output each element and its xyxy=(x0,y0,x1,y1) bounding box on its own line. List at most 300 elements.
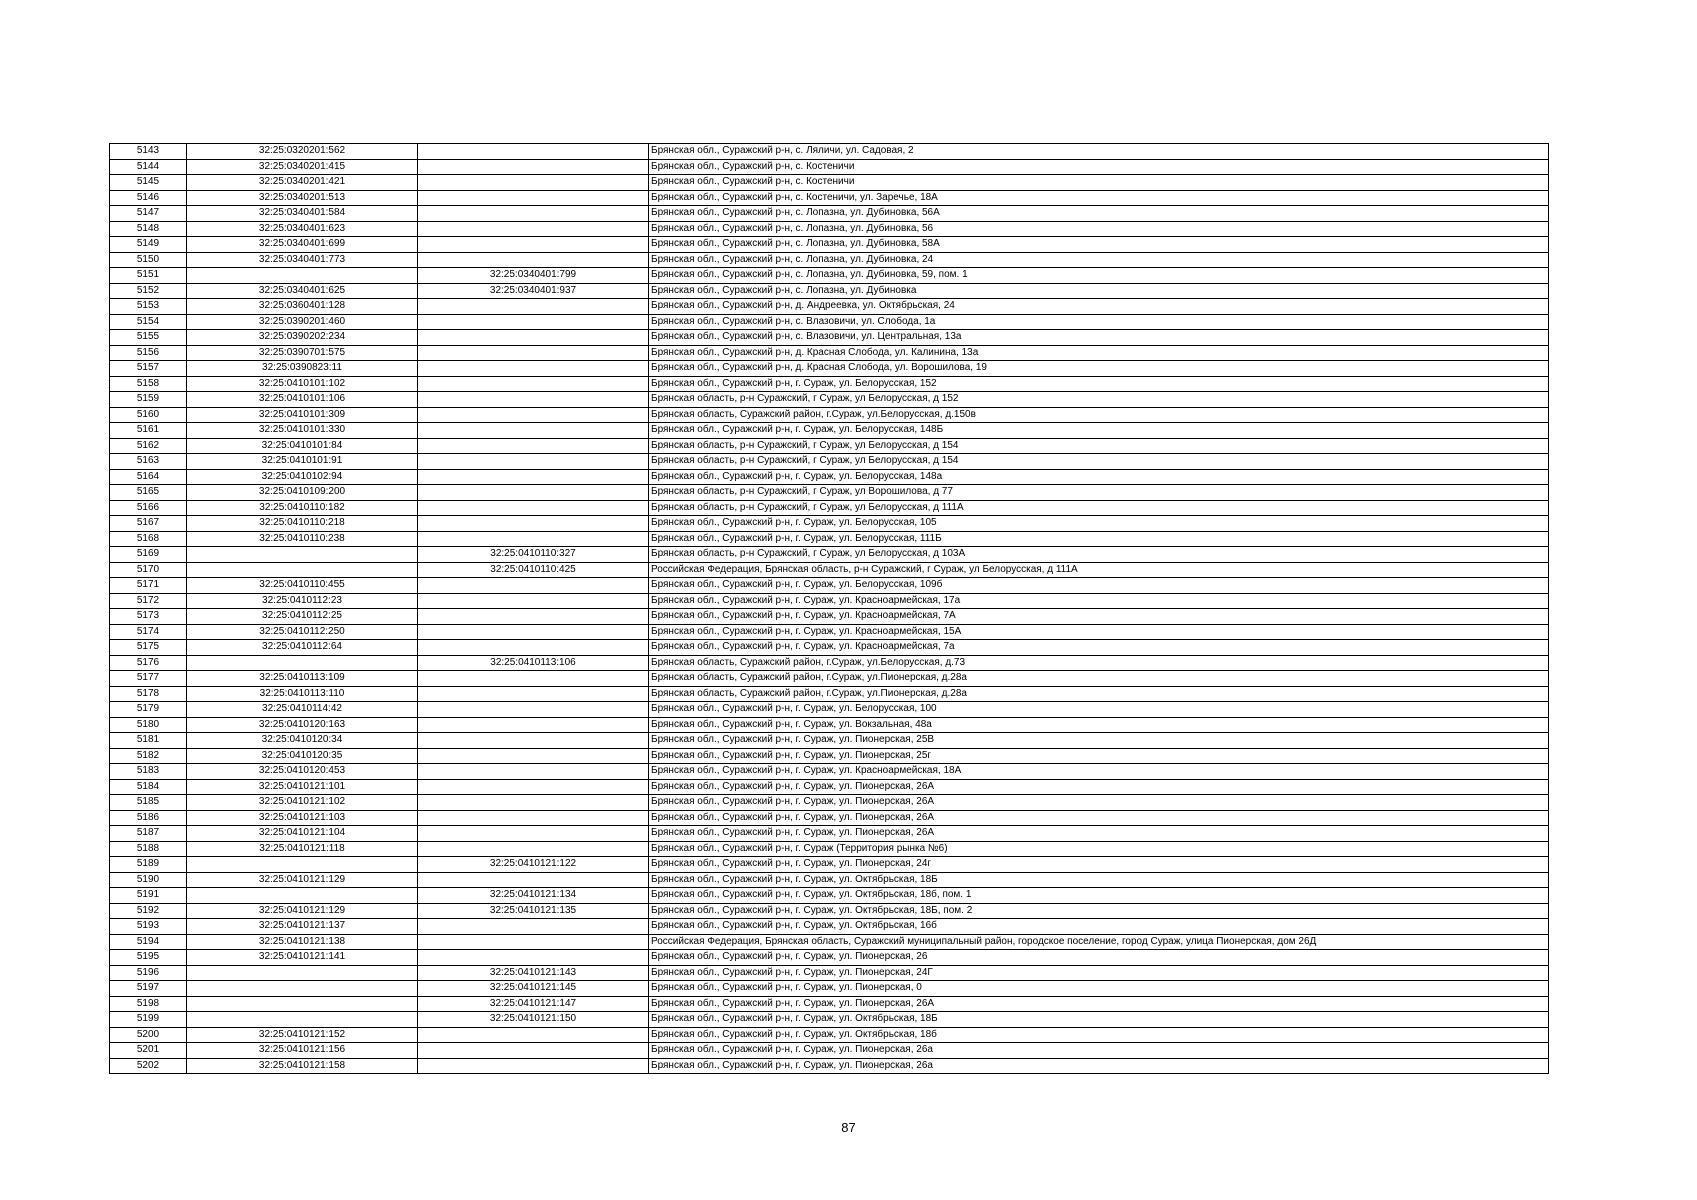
table-row xyxy=(110,733,1549,749)
cadastral-number-cell: 32:25:0410121:152 xyxy=(187,1027,418,1043)
row-number-cell: 5182 xyxy=(110,748,187,764)
row-number-cell: 5167 xyxy=(110,516,187,532)
related-cadastral-number-cell xyxy=(418,702,649,718)
table-row xyxy=(110,438,1549,454)
cadastral-number-cell: 32:25:0410121:118 xyxy=(187,841,418,857)
row-number-cell: 5157 xyxy=(110,361,187,377)
table-row xyxy=(110,392,1549,408)
related-cadastral-number-cell xyxy=(418,779,649,795)
address-cell: Брянская область, р-н Суражский, г Сураж, ул Белорусская, д 103А xyxy=(649,547,1549,563)
table-row xyxy=(110,888,1549,904)
cadastral-number-cell: 32:25:0410112:25 xyxy=(187,609,418,625)
cadastral-number-cell: 32:25:0410112:64 xyxy=(187,640,418,656)
registry-table xyxy=(109,143,1549,1074)
related-cadastral-number-cell xyxy=(418,376,649,392)
row-number-cell: 5165 xyxy=(110,485,187,501)
table-row xyxy=(110,686,1549,702)
address-cell: Брянская область, Суражский район, г.Сураж, ул.Белорусская, д.73 xyxy=(649,655,1549,671)
table-row xyxy=(110,1058,1549,1074)
address-cell: Брянская обл., Суражский р-н, г. Сураж, ул. Белорусская, 148а xyxy=(649,469,1549,485)
address-cell: Брянская обл., Суражский р-н, г. Сураж, ул. Белорусская, 152 xyxy=(649,376,1549,392)
related-cadastral-number-cell xyxy=(418,671,649,687)
row-number-cell: 5177 xyxy=(110,671,187,687)
related-cadastral-number-cell xyxy=(418,640,649,656)
related-cadastral-number-cell: 32:25:0410110:425 xyxy=(418,562,649,578)
table-row xyxy=(110,717,1549,733)
row-number-cell: 5155 xyxy=(110,330,187,346)
table-row xyxy=(110,593,1549,609)
cadastral-number-cell: 32:25:0340201:421 xyxy=(187,175,418,191)
registry-table-body xyxy=(110,144,1549,1074)
cadastral-number-cell: 32:25:0410121:103 xyxy=(187,810,418,826)
cadastral-number-cell: 32:25:0390701:575 xyxy=(187,345,418,361)
cadastral-number-cell: 32:25:0410112:23 xyxy=(187,593,418,609)
address-cell: Брянская обл., Суражский р-н, с. Лопазна, ул. Дубиновка, 56 xyxy=(649,221,1549,237)
related-cadastral-number-cell xyxy=(418,423,649,439)
address-cell: Брянская обл., Суражский р-н, г. Сураж, ул. Красноармейская, 7а xyxy=(649,640,1549,656)
related-cadastral-number-cell: 32:25:0410113:106 xyxy=(418,655,649,671)
table-row xyxy=(110,640,1549,656)
table-row xyxy=(110,531,1549,547)
address-cell: Брянская область, Суражский район, г.Сураж, ул.Пионерская, д.28а xyxy=(649,671,1549,687)
cadastral-number-cell: 32:25:0410101:91 xyxy=(187,454,418,470)
table-row xyxy=(110,872,1549,888)
address-cell: Брянская обл., Суражский р-н, г. Сураж, ул. Пионерская, 0 xyxy=(649,981,1549,997)
table-row xyxy=(110,469,1549,485)
table-row xyxy=(110,1027,1549,1043)
address-cell: Брянская обл., Суражский р-н, г. Сураж, ул. Вокзальная, 48а xyxy=(649,717,1549,733)
related-cadastral-number-cell xyxy=(418,733,649,749)
cadastral-number-cell: 32:25:0410101:309 xyxy=(187,407,418,423)
table-row xyxy=(110,345,1549,361)
table-row xyxy=(110,175,1549,191)
address-cell: Брянская обл., Суражский р-н, г. Сураж, ул. Пионерская, 24Г xyxy=(649,965,1549,981)
cadastral-number-cell xyxy=(187,888,418,904)
table-row xyxy=(110,857,1549,873)
table-row xyxy=(110,516,1549,532)
table-row xyxy=(110,841,1549,857)
row-number-cell: 5160 xyxy=(110,407,187,423)
cadastral-number-cell: 32:25:0410121:102 xyxy=(187,795,418,811)
table-row xyxy=(110,330,1549,346)
address-cell: Брянская обл., Суражский р-н, д. Андреевка, ул. Октябрьская, 24 xyxy=(649,299,1549,315)
related-cadastral-number-cell: 32:25:0410121:122 xyxy=(418,857,649,873)
related-cadastral-number-cell xyxy=(418,795,649,811)
row-number-cell: 5200 xyxy=(110,1027,187,1043)
table-row xyxy=(110,221,1549,237)
row-number-cell: 5189 xyxy=(110,857,187,873)
related-cadastral-number-cell xyxy=(418,361,649,377)
cadastral-number-cell: 32:25:0410120:34 xyxy=(187,733,418,749)
address-cell: Российская Федерация, Брянская область, р-н Суражский, г Сураж, ул Белорусская, д 111А xyxy=(649,562,1549,578)
cadastral-number-cell: 32:25:0410121:129 xyxy=(187,903,418,919)
related-cadastral-number-cell xyxy=(418,841,649,857)
row-number-cell: 5162 xyxy=(110,438,187,454)
cadastral-number-cell: 32:25:0410114:42 xyxy=(187,702,418,718)
cadastral-number-cell: 32:25:0410121:104 xyxy=(187,826,418,842)
cadastral-number-cell xyxy=(187,268,418,284)
row-number-cell: 5188 xyxy=(110,841,187,857)
row-number-cell: 5154 xyxy=(110,314,187,330)
address-cell: Российская Федерация, Брянская область, Суражский муниципальный район, городское поселение, город Сураж, улица Пионерская, дом 26Д xyxy=(649,934,1549,950)
table-row xyxy=(110,919,1549,935)
table-row xyxy=(110,376,1549,392)
related-cadastral-number-cell xyxy=(418,516,649,532)
related-cadastral-number-cell xyxy=(418,144,649,160)
row-number-cell: 5173 xyxy=(110,609,187,625)
cadastral-number-cell: 32:25:0340201:513 xyxy=(187,190,418,206)
table-row xyxy=(110,578,1549,594)
table-row xyxy=(110,283,1549,299)
related-cadastral-number-cell xyxy=(418,469,649,485)
related-cadastral-number-cell xyxy=(418,578,649,594)
address-cell: Брянская обл., Суражский р-н, с. Влазовичи, ул. Центральная, 13а xyxy=(649,330,1549,346)
table-row xyxy=(110,206,1549,222)
row-number-cell: 5184 xyxy=(110,779,187,795)
cadastral-number-cell: 32:25:0410120:35 xyxy=(187,748,418,764)
related-cadastral-number-cell: 32:25:0410110:327 xyxy=(418,547,649,563)
related-cadastral-number-cell xyxy=(418,206,649,222)
cadastral-number-cell: 32:25:0410113:110 xyxy=(187,686,418,702)
related-cadastral-number-cell xyxy=(418,252,649,268)
row-number-cell: 5201 xyxy=(110,1043,187,1059)
table-row xyxy=(110,299,1549,315)
related-cadastral-number-cell xyxy=(418,934,649,950)
related-cadastral-number-cell xyxy=(418,392,649,408)
related-cadastral-number-cell xyxy=(418,764,649,780)
cadastral-number-cell: 32:25:0410101:106 xyxy=(187,392,418,408)
row-number-cell: 5166 xyxy=(110,500,187,516)
table-row xyxy=(110,1043,1549,1059)
related-cadastral-number-cell xyxy=(418,531,649,547)
related-cadastral-number-cell xyxy=(418,950,649,966)
cadastral-number-cell: 32:25:0390823:11 xyxy=(187,361,418,377)
table-row xyxy=(110,144,1549,160)
related-cadastral-number-cell xyxy=(418,485,649,501)
address-cell: Брянская обл., Суражский р-н, г. Сураж, ул. Пионерская, 26а xyxy=(649,1043,1549,1059)
row-number-cell: 5148 xyxy=(110,221,187,237)
cadastral-number-cell: 32:25:0360401:128 xyxy=(187,299,418,315)
row-number-cell: 5171 xyxy=(110,578,187,594)
address-cell: Брянская обл., Суражский р-н, г. Сураж (Территория рынка №6) xyxy=(649,841,1549,857)
cadastral-number-cell: 32:25:0410121:101 xyxy=(187,779,418,795)
related-cadastral-number-cell xyxy=(418,221,649,237)
related-cadastral-number-cell xyxy=(418,810,649,826)
cadastral-number-cell xyxy=(187,996,418,1012)
related-cadastral-number-cell xyxy=(418,175,649,191)
related-cadastral-number-cell xyxy=(418,686,649,702)
cadastral-number-cell: 32:25:0390202:234 xyxy=(187,330,418,346)
related-cadastral-number-cell xyxy=(418,1058,649,1074)
row-number-cell: 5156 xyxy=(110,345,187,361)
related-cadastral-number-cell xyxy=(418,624,649,640)
row-number-cell: 5175 xyxy=(110,640,187,656)
cadastral-number-cell: 32:25:0410109:200 xyxy=(187,485,418,501)
address-cell: Брянская обл., Суражский р-н, г. Сураж, ул. Красноармейская, 18А xyxy=(649,764,1549,780)
related-cadastral-number-cell xyxy=(418,872,649,888)
address-cell: Брянская обл., Суражский р-н, г. Сураж, ул. Пионерская, 26а xyxy=(649,1058,1549,1074)
address-cell: Брянская обл., Суражский р-н, г. Сураж, ул. Пионерская, 26А xyxy=(649,810,1549,826)
row-number-cell: 5183 xyxy=(110,764,187,780)
address-cell: Брянская область, Суражский район, г.Сураж, ул.Пионерская, д.28а xyxy=(649,686,1549,702)
address-cell: Брянская область, р-н Суражский, г Сураж, ул Белорусская, д 152 xyxy=(649,392,1549,408)
table-row xyxy=(110,237,1549,253)
related-cadastral-number-cell: 32:25:0340401:799 xyxy=(418,268,649,284)
table-row xyxy=(110,950,1549,966)
address-cell: Брянская обл., Суражский р-н, д. Красная Слобода, ул. Калинина, 13а xyxy=(649,345,1549,361)
table-row xyxy=(110,361,1549,377)
row-number-cell: 5194 xyxy=(110,934,187,950)
cadastral-number-cell xyxy=(187,547,418,563)
row-number-cell: 5186 xyxy=(110,810,187,826)
related-cadastral-number-cell xyxy=(418,345,649,361)
table-row xyxy=(110,268,1549,284)
row-number-cell: 5170 xyxy=(110,562,187,578)
cadastral-number-cell xyxy=(187,1012,418,1028)
address-cell: Брянская область, р-н Суражский, г Сураж, ул Белорусская, д 154 xyxy=(649,438,1549,454)
table-row xyxy=(110,934,1549,950)
address-cell: Брянская обл., Суражский р-н, г. Сураж, ул. Пионерская, 26А xyxy=(649,826,1549,842)
cadastral-number-cell: 32:25:0410120:163 xyxy=(187,717,418,733)
cadastral-number-cell: 32:25:0340201:415 xyxy=(187,159,418,175)
cadastral-number-cell: 32:25:0410101:102 xyxy=(187,376,418,392)
address-cell: Брянская обл., Суражский р-н, д. Красная Слобода, ул. Ворошилова, 19 xyxy=(649,361,1549,377)
cadastral-number-cell: 32:25:0340401:584 xyxy=(187,206,418,222)
table-row xyxy=(110,996,1549,1012)
cadastral-number-cell: 32:25:0390201:460 xyxy=(187,314,418,330)
table-row xyxy=(110,748,1549,764)
cadastral-number-cell: 32:25:0340401:699 xyxy=(187,237,418,253)
row-number-cell: 5190 xyxy=(110,872,187,888)
table-row xyxy=(110,671,1549,687)
address-cell: Брянская обл., Суражский р-н, г. Сураж, ул. Октябрьская, 18Б xyxy=(649,872,1549,888)
row-number-cell: 5152 xyxy=(110,283,187,299)
cadastral-number-cell: 32:25:0410121:141 xyxy=(187,950,418,966)
address-cell: Брянская обл., Суражский р-н, г. Сураж, ул. Октябрьская, 18Б, пом. 2 xyxy=(649,903,1549,919)
address-cell: Брянская обл., Суражский р-н, г. Сураж, ул. Пионерская, 26А xyxy=(649,779,1549,795)
row-number-cell: 5179 xyxy=(110,702,187,718)
row-number-cell: 5145 xyxy=(110,175,187,191)
table-row xyxy=(110,314,1549,330)
table-row xyxy=(110,159,1549,175)
address-cell: Брянская обл., Суражский р-н, г. Сураж, ул. Пионерская, 26 xyxy=(649,950,1549,966)
related-cadastral-number-cell xyxy=(418,609,649,625)
table-row xyxy=(110,562,1549,578)
row-number-cell: 5195 xyxy=(110,950,187,966)
address-cell: Брянская обл., Суражский р-н, с. Лопазна, ул. Дубиновка, 59, пом. 1 xyxy=(649,268,1549,284)
table-row xyxy=(110,252,1549,268)
table-row xyxy=(110,965,1549,981)
cadastral-number-cell: 32:25:0410121:158 xyxy=(187,1058,418,1074)
address-cell: Брянская обл., Суражский р-н, с. Лопазна, ул. Дубиновка, 58А xyxy=(649,237,1549,253)
row-number-cell: 5197 xyxy=(110,981,187,997)
address-cell: Брянская область, р-н Суражский, г Сураж, ул Белорусская, д 111А xyxy=(649,500,1549,516)
table-row xyxy=(110,810,1549,826)
address-cell: Брянская обл., Суражский р-н, с. Влазовичи, ул. Слобода, 1а xyxy=(649,314,1549,330)
address-cell: Брянская обл., Суражский р-н, г. Сураж, ул. Белорусская, 148Б xyxy=(649,423,1549,439)
cadastral-number-cell: 32:25:0410112:250 xyxy=(187,624,418,640)
related-cadastral-number-cell xyxy=(418,454,649,470)
related-cadastral-number-cell: 32:25:0410121:147 xyxy=(418,996,649,1012)
row-number-cell: 5158 xyxy=(110,376,187,392)
table-row xyxy=(110,547,1549,563)
table-row xyxy=(110,190,1549,206)
row-number-cell: 5176 xyxy=(110,655,187,671)
address-cell: Брянская обл., Суражский р-н, г. Сураж, ул. Октябрьская, 18б xyxy=(649,1027,1549,1043)
table-row xyxy=(110,764,1549,780)
row-number-cell: 5163 xyxy=(110,454,187,470)
related-cadastral-number-cell: 32:25:0410121:134 xyxy=(418,888,649,904)
address-cell: Брянская обл., Суражский р-н, г. Сураж, ул. Красноармейская, 15А xyxy=(649,624,1549,640)
row-number-cell: 5191 xyxy=(110,888,187,904)
address-cell: Брянская обл., Суражский р-н, г. Сураж, ул. Пионерская, 25г xyxy=(649,748,1549,764)
address-cell: Брянская обл., Суражский р-н, с. Лопазна, ул. Дубиновка, 24 xyxy=(649,252,1549,268)
related-cadastral-number-cell: 32:25:0410121:150 xyxy=(418,1012,649,1028)
related-cadastral-number-cell xyxy=(418,438,649,454)
table-row xyxy=(110,609,1549,625)
row-number-cell: 5161 xyxy=(110,423,187,439)
row-number-cell: 5149 xyxy=(110,237,187,253)
related-cadastral-number-cell xyxy=(418,593,649,609)
row-number-cell: 5181 xyxy=(110,733,187,749)
address-cell: Брянская обл., Суражский р-н, г. Сураж, ул. Белорусская, 111Б xyxy=(649,531,1549,547)
cadastral-number-cell: 32:25:0410101:330 xyxy=(187,423,418,439)
row-number-cell: 5143 xyxy=(110,144,187,160)
cadastral-number-cell: 32:25:0410101:84 xyxy=(187,438,418,454)
table-row xyxy=(110,655,1549,671)
row-number-cell: 5151 xyxy=(110,268,187,284)
cadastral-number-cell: 32:25:0410121:138 xyxy=(187,934,418,950)
address-cell: Брянская обл., Суражский р-н, г. Сураж, ул. Октябрьская, 18Б xyxy=(649,1012,1549,1028)
row-number-cell: 5174 xyxy=(110,624,187,640)
table-row xyxy=(110,624,1549,640)
related-cadastral-number-cell xyxy=(418,159,649,175)
cadastral-number-cell xyxy=(187,965,418,981)
table-row xyxy=(110,423,1549,439)
cadastral-number-cell xyxy=(187,981,418,997)
table-row xyxy=(110,795,1549,811)
row-number-cell: 5164 xyxy=(110,469,187,485)
related-cadastral-number-cell xyxy=(418,919,649,935)
row-number-cell: 5180 xyxy=(110,717,187,733)
row-number-cell: 5199 xyxy=(110,1012,187,1028)
related-cadastral-number-cell xyxy=(418,717,649,733)
table-row xyxy=(110,1012,1549,1028)
cadastral-number-cell: 32:25:0340401:773 xyxy=(187,252,418,268)
related-cadastral-number-cell: 32:25:0410121:145 xyxy=(418,981,649,997)
address-cell: Брянская обл., Суражский р-н, г. Сураж, ул. Пионерская, 26А xyxy=(649,795,1549,811)
row-number-cell: 5144 xyxy=(110,159,187,175)
address-cell: Брянская обл., Суражский р-н, г. Сураж, ул. Пионерская, 26А xyxy=(649,996,1549,1012)
address-cell: Брянская обл., Суражский р-н, с. Костеничи, ул. Заречье, 18А xyxy=(649,190,1549,206)
address-cell: Брянская область, р-н Суражский, г Сураж, ул Ворошилова, д 77 xyxy=(649,485,1549,501)
related-cadastral-number-cell xyxy=(418,1027,649,1043)
related-cadastral-number-cell xyxy=(418,826,649,842)
row-number-cell: 5185 xyxy=(110,795,187,811)
table-row xyxy=(110,779,1549,795)
cadastral-number-cell: 32:25:0340401:625 xyxy=(187,283,418,299)
address-cell: Брянская обл., Суражский р-н, г. Сураж, ул. Красноармейская, 17а xyxy=(649,593,1549,609)
address-cell: Брянская обл., Суражский р-н, г. Сураж, ул. Красноармейская, 7А xyxy=(649,609,1549,625)
address-cell: Брянская обл., Суражский р-н, с. Лопазна, ул. Дубиновка, 56А xyxy=(649,206,1549,222)
table-row xyxy=(110,981,1549,997)
related-cadastral-number-cell xyxy=(418,748,649,764)
row-number-cell: 5202 xyxy=(110,1058,187,1074)
related-cadastral-number-cell xyxy=(418,190,649,206)
row-number-cell: 5146 xyxy=(110,190,187,206)
address-cell: Брянская обл., Суражский р-н, с. Ляличи, ул. Садовая, 2 xyxy=(649,144,1549,160)
page-number: 87 xyxy=(841,1120,856,1135)
table-row xyxy=(110,454,1549,470)
row-number-cell: 5192 xyxy=(110,903,187,919)
table-row xyxy=(110,702,1549,718)
cadastral-number-cell xyxy=(187,857,418,873)
cadastral-number-cell xyxy=(187,562,418,578)
related-cadastral-number-cell xyxy=(418,299,649,315)
row-number-cell: 5193 xyxy=(110,919,187,935)
related-cadastral-number-cell xyxy=(418,407,649,423)
cadastral-number-cell xyxy=(187,655,418,671)
related-cadastral-number-cell: 32:25:0410121:143 xyxy=(418,965,649,981)
address-cell: Брянская обл., Суражский р-н, г. Сураж, ул. Белорусская, 105 xyxy=(649,516,1549,532)
related-cadastral-number-cell xyxy=(418,330,649,346)
related-cadastral-number-cell: 32:25:0410121:135 xyxy=(418,903,649,919)
address-cell: Брянская обл., Суражский р-н, с. Костеничи xyxy=(649,175,1549,191)
row-number-cell: 5187 xyxy=(110,826,187,842)
address-cell: Брянская обл., Суражский р-н, с. Костеничи xyxy=(649,159,1549,175)
row-number-cell: 5172 xyxy=(110,593,187,609)
table-row xyxy=(110,903,1549,919)
row-number-cell: 5147 xyxy=(110,206,187,222)
table-row xyxy=(110,500,1549,516)
address-cell: Брянская область, Суражский район, г.Сураж, ул.Белорусская, д.150в xyxy=(649,407,1549,423)
row-number-cell: 5153 xyxy=(110,299,187,315)
row-number-cell: 5168 xyxy=(110,531,187,547)
row-number-cell: 5169 xyxy=(110,547,187,563)
cadastral-number-cell: 32:25:0340401:623 xyxy=(187,221,418,237)
cadastral-number-cell: 32:25:0410121:156 xyxy=(187,1043,418,1059)
cadastral-number-cell: 32:25:0410113:109 xyxy=(187,671,418,687)
address-cell: Брянская обл., Суражский р-н, с. Лопазна, ул. Дубиновка xyxy=(649,283,1549,299)
cadastral-number-cell: 32:25:0410110:238 xyxy=(187,531,418,547)
cadastral-number-cell: 32:25:0320201:562 xyxy=(187,144,418,160)
cadastral-number-cell: 32:25:0410102:94 xyxy=(187,469,418,485)
row-number-cell: 5178 xyxy=(110,686,187,702)
cadastral-number-cell: 32:25:0410110:455 xyxy=(187,578,418,594)
cadastral-number-cell: 32:25:0410110:218 xyxy=(187,516,418,532)
cadastral-number-cell: 32:25:0410121:137 xyxy=(187,919,418,935)
row-number-cell: 5196 xyxy=(110,965,187,981)
cadastral-number-cell: 32:25:0410121:129 xyxy=(187,872,418,888)
related-cadastral-number-cell xyxy=(418,1043,649,1059)
related-cadastral-number-cell xyxy=(418,237,649,253)
cadastral-number-cell: 32:25:0410120:453 xyxy=(187,764,418,780)
row-number-cell: 5198 xyxy=(110,996,187,1012)
cadastral-number-cell: 32:25:0410110:182 xyxy=(187,500,418,516)
row-number-cell: 5159 xyxy=(110,392,187,408)
table-row xyxy=(110,407,1549,423)
related-cadastral-number-cell xyxy=(418,314,649,330)
address-cell: Брянская обл., Суражский р-н, г. Сураж, ул. Октябрьская, 18б, пом. 1 xyxy=(649,888,1549,904)
related-cadastral-number-cell xyxy=(418,500,649,516)
address-cell: Брянская обл., Суражский р-н, г. Сураж, ул. Пионерская, 24г xyxy=(649,857,1549,873)
address-cell: Брянская обл., Суражский р-н, г. Сураж, ул. Пионерская, 25В xyxy=(649,733,1549,749)
address-cell: Брянская область, р-н Суражский, г Сураж, ул Белорусская, д 154 xyxy=(649,454,1549,470)
address-cell: Брянская обл., Суражский р-н, г. Сураж, ул. Белорусская, 100 xyxy=(649,702,1549,718)
table-row xyxy=(110,485,1549,501)
related-cadastral-number-cell: 32:25:0340401:937 xyxy=(418,283,649,299)
table-row xyxy=(110,826,1549,842)
